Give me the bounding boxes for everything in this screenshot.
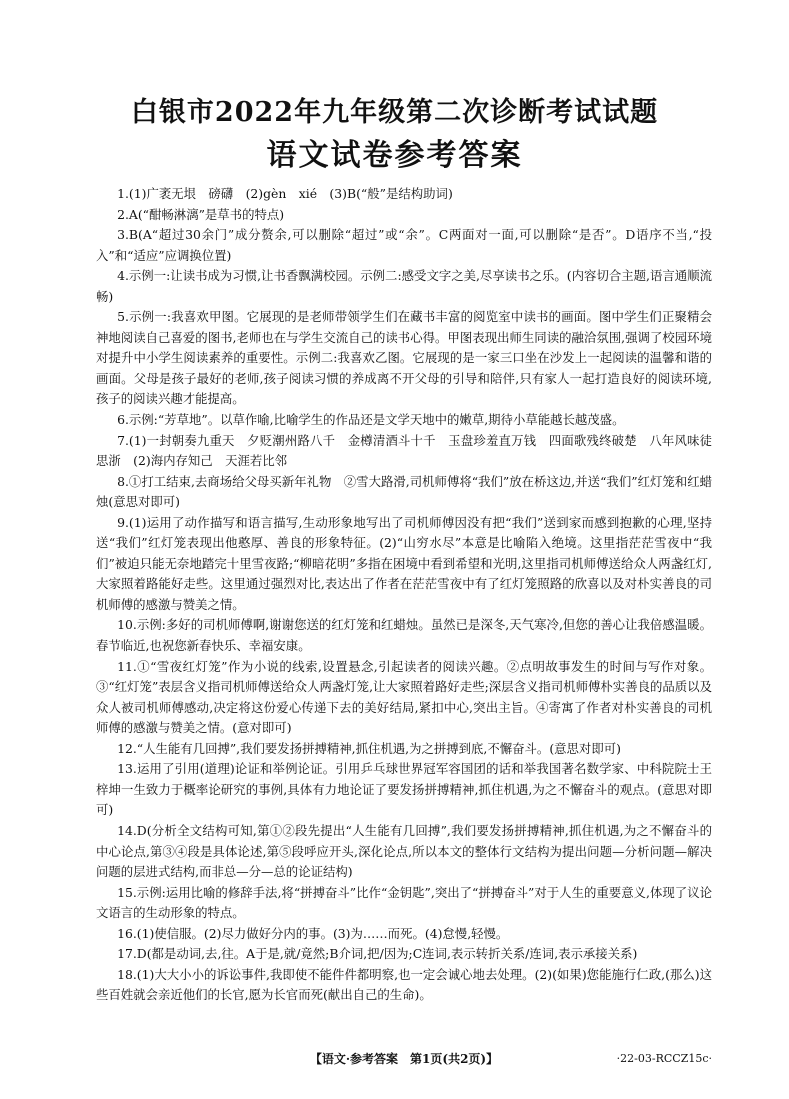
- answer-item: 17.D(都是动词,去,往。A于是,就/竟然;B介词,把/因为;C连词,表示转折关系/连词,表示承接关系): [117, 946, 638, 962]
- answer-item: 3.B(A“超过30余门”成分赘余,可以删除“超过”或“余”。C两面对一面,可以删除“是否”。D语序不当,“投入”和“适应”应调换位置): [96, 227, 712, 263]
- exam-title: 白银市2022年九年级第二次诊断考试试题: [130, 97, 659, 128]
- answer-item: 4.示例一:让读书成为习惯,让书香飘满校园。示例二:感受文字之美,尽享读书之乐。(内容切合主题,语言通顺流畅): [96, 268, 712, 304]
- answer-item: 11.①“雪夜红灯笼”作为小说的线索,设置悬念,引起读者的阅读兴趣。②点明故事发生的时间与写作对象。③“红灯笼”表层含义指司机师傅送给众人两盏灯笼,让大家照着路好走些;深层含义指司机师傅朴实善良的品质以及众人被司机师傅感动,决定将这份爱心传递下去的美好结局,紧扣中心,突出主旨。④寄寓了作者对朴实善良的司机师傅的感激与赞美之情。(意对即可): [96, 658, 712, 736]
- answer-key-subtitle: 语文试卷参考答案: [266, 138, 523, 173]
- page-number-label: 【语文·参考答案 第1页(共2页)】: [309, 1052, 499, 1066]
- answer-item: 10.示例:多好的司机师傅啊,谢谢您送的红灯笼和红蜡烛。虽然已是深冬,天气寒冷,但您的善心让我倍感温暖。春节临近,也祝您新春快乐、幸福安康。: [96, 617, 712, 654]
- answer-item: 7.(1)一封朝奏九重天 夕贬潮州路八千 金樽清酒斗十千 玉盘珍羞直万钱 四面歌残终破楚 八年风味徒思浙 (2)海内存知己 天涯若比邻: [96, 432, 712, 469]
- answer-item: 14.D(分析全文结构可知,第①②段先提出“人生能有几回搏”,我们要发扬拼搏精神,抓住机遇,为之不懈奋斗的中心论点,第③④段是具体论述,第⑤段呼应开头,深化论点,所以本文的整体行文结构为提出问题—分析问题—解决问题的层进式结构,而非总—分—总的论证结构): [96, 822, 712, 880]
- page-footer: [96, 1049, 712, 1069]
- answer-item: 6.示例:“芳草地”。以草作喻,比喻学生的作品还是文学天地中的嫩草,期待小草能越长越茂盛。: [117, 412, 625, 428]
- answer-item: 1.(1)广袤无垠 磅礴 (2)gèn xié (3)B(“般”是结构助词): [117, 186, 453, 201]
- document-code: ·22-03-RCCZ15c·: [616, 1052, 712, 1065]
- answer-item: 8.①打工结束,去商场给父母买新年礼物 ②雪大路滑,司机师傅将“我们”放在桥这边,并送“我们”红灯笼和红蜡烛(意思对即可): [96, 473, 712, 510]
- answer-item: 18.(1)大大小小的诉讼事件,我即使不能件件都明察,也一定会诚心地去处理。(2)(如果)您能施行仁政,(那么)这些百姓就会亲近他们的长官,愿为长官而死(献出自己的生命)。: [96, 966, 712, 1003]
- answer-item: 15.示例:运用比喻的修辞手法,将“拼搏奋斗”比作“金钥匙”,突出了“拼搏奋斗”对于人生的重要意义,体现了议论文语言的生动形象的特点。: [96, 884, 712, 921]
- answer-item: 12.“人生能有几回搏”,我们要发扬拼搏精神,抓住机遇,为之拼搏到底,不懈奋斗。(意思对即可): [117, 740, 621, 756]
- answer-item: 9.(1)运用了动作描写和语言描写,生动形象地写出了司机师傅因没有把“我们”送到家而感到抱歉的心理,坚持送“我们”红灯笼表现出他憨厚、善良的形象特征。(2)“山穷水尽”本意是比喻陷入绝境。这里指茫茫雪夜中“我们”被迫只能无奈地踏完十里雪夜路;“柳暗花明”多指在困境中看到希望和光明,这里指司机师傅送给众人两盏红灯,大家照着路能好走些。这里通过强烈对比,表达出了作者在茫茫雪夜中有了红灯笼照路的欣喜以及对朴实善良的司机师傅的感激与赞美之情。: [96, 514, 712, 612]
- answer-item: 16.(1)使信服。(2)尽力做好分内的事。(3)为……而死。(4)怠慢,轻慢。: [117, 925, 509, 941]
- answer-item: 13.运用了引用(道理)论证和举例论证。引用乒乓球世界冠军容国团的话和举我国著名数学家、中科院院士王梓坤一生致力于概率论研究的事例,具体有力地论证了要发扬拼搏精神,抓住机遇,为之不懈奋斗的观点。(意思对即可): [96, 761, 712, 818]
- answer-item: 5.示例一:我喜欢甲图。它展现的是老师带领学生们在藏书丰富的阅览室中读书的画面。图中学生们正聚精会神地阅读自己喜爱的图书,老师也在与学生交流自己的读书心得。甲图表现出师生同读的融洽氛围,强调了校园环境对提升中小学生阅读素养的重要性。示例二:我喜欢乙图。它展现的是一家三口坐在沙发上一起阅读的温馨和谐的画面。父母是孩子最好的老师,孩子阅读习惯的养成离不开父母的引导和陪伴,只有家人一起打造良好的阅读环境,孩子的阅读兴趣才能提高。: [96, 309, 712, 407]
- answer-item: 2.A(“酣畅淋漓”是草书的特点): [117, 206, 285, 222]
- answer-list: [96, 184, 712, 1006]
